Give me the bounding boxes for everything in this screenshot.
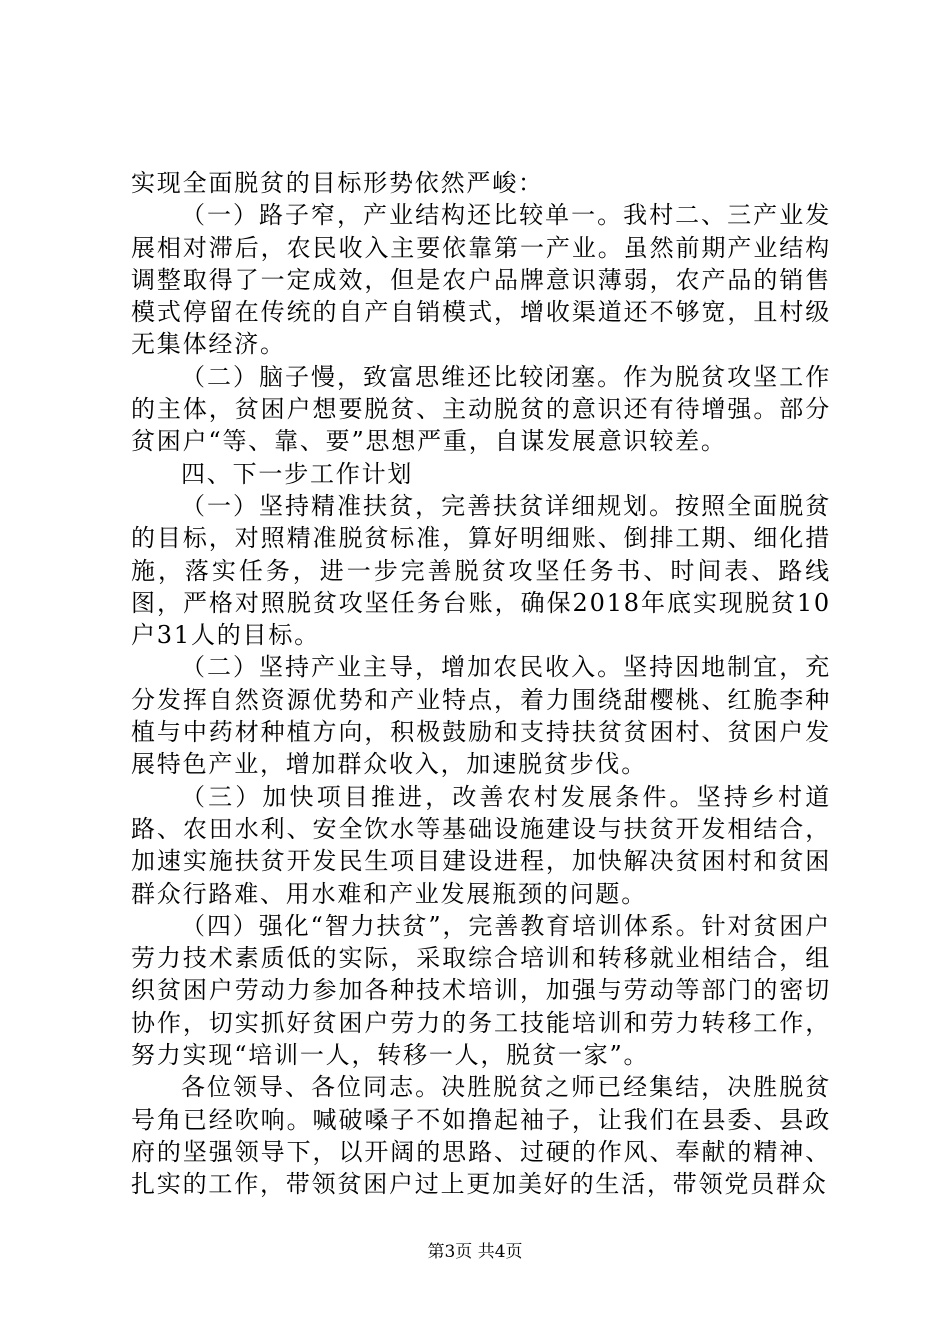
paragraph-closing: 各位领导、各位同志。决胜脱贫之师已经集结，决胜脱贫号角已经吹响。喊破嗓子不如撸起袖子，让我们在县委、县政府的坚强领导下，以开阔的思路、过硬的作风、奉献的精神、扎实的工作，带领贫困户过上更加美好的生活，带领党员群众 [131, 1073, 831, 1199]
paragraph-problem-2: （二）脑子慢，致富思维还比较闭塞。作为脱贫攻坚工作的主体，贫困户想要脱贫、主动脱贫的意识还有待增强。部分贫困户“等、靠、要”思想严重，自谋发展意识较差。 [131, 362, 831, 456]
paragraph-plan-2: （二）坚持产业主导，增加农民收入。坚持因地制宜，充分发挥自然资源优势和产业特点，着力围绕甜樱桃、红脆李种植与中药材种植方向，积极鼓励和支持扶贫贫困村、贫困户发展特色产业，增加群众收入，加速脱贫步伐。 [131, 653, 831, 779]
document-body [131, 167, 831, 1201]
section-heading-next-plan: 四、下一步工作计划 [181, 459, 414, 488]
paragraph-plan-4: （四）强化“智力扶贫”，完善教育培训体系。针对贫困户劳力技术素质低的实际，采取综合培训和转移就业相结合，组织贫困户劳动力参加各种技术培训，加强与劳动等部门的密切协作，切实抓好贫困户劳力的务工技能培训和劳力转移工作，努力实现“培训一人，转移一人，脱贫一家”。 [131, 911, 831, 1070]
paragraph-intro: 实现全面脱贫的目标形势依然严峻： [131, 169, 544, 197]
paragraph-problem-1: （一）路子窄，产业结构还比较单一。我村二、三产业发展相对滞后，农民收入主要依靠第一产业。虽然前期产业结构调整取得了一定成效，但是农户品牌意识薄弱，农产品的销售模式停留在传统的自产自销模式，增收渠道还不够宽，且村级无集体经济。 [131, 201, 831, 359]
page-footer [0, 1241, 950, 1263]
page-number: 第3页 共4页 [427, 1242, 523, 1262]
paragraph-plan-3: （三）加快项目推进，改善农村发展条件。坚持乡村道路、农田水利、安全饮水等基础设施建设与扶贫开发相结合，加速实施扶贫开发民生项目建设进程，加快解决贫困村和贫困群众行路难、用水难和产业发展瓶颈的问题。 [131, 782, 831, 908]
paragraph-plan-1: （一）坚持精准扶贫，完善扶贫详细规划。按照全面脱贫的目标，对照精准脱贫标准，算好明细账、倒排工期、细化措施，落实任务，进一步完善脱贫攻坚任务书、时间表、路线图，严格对照脱贫攻坚任务台账，确保2018年底实现脱贫10户31人的目标。 [131, 491, 831, 650]
